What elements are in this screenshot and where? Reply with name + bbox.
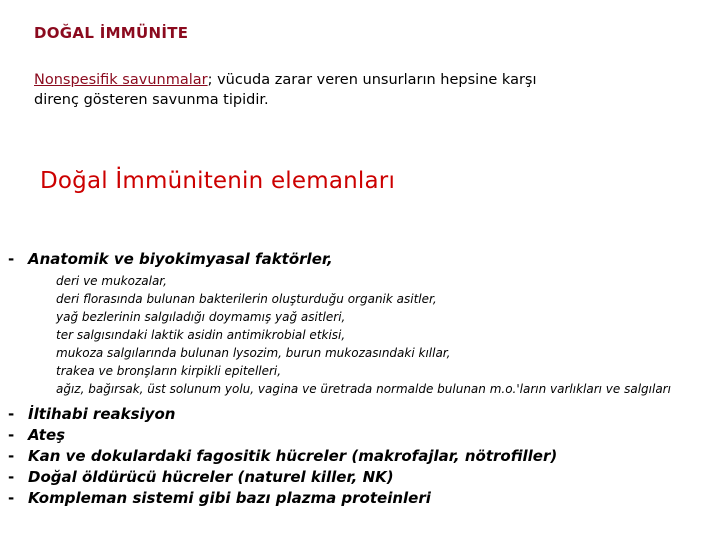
list-item-label: Ateş	[28, 426, 66, 444]
list-item	[8, 446, 557, 467]
bullet-dash: -	[8, 468, 15, 486]
factor-item: ağız, bağırsak, üst solunum yolu, vagina ve üretrada normalde bulunan m.o.'ların varlıkları ve salgıları	[56, 382, 671, 396]
definition-text-line2: direnç gösteren savunma tipidir.	[34, 92, 269, 108]
list-item-label: Kompleman sistemi gibi bazı plazma proteinleri	[28, 489, 431, 507]
factors-heading: Anatomik ve biyokimyasal faktörler,	[28, 250, 333, 268]
list-item-label: İltihabi reaksiyon	[28, 405, 176, 423]
section-subtitle: Doğal İmmünitenin elemanları	[40, 168, 396, 194]
page-title: DOĞAL İMMÜNİTE	[34, 24, 189, 42]
factor-item: deri florasında bulunan bakterilerin oluşturduğu organik asitler,	[56, 292, 437, 306]
bullet-dash: -	[8, 250, 15, 268]
factors-detail-list	[56, 272, 671, 398]
factor-item: mukoza salgılarında bulunan lysozim, burun mukozasındaki kıllar,	[56, 346, 451, 360]
bullet-dash: -	[8, 489, 15, 507]
list-item	[8, 425, 557, 446]
factor-item: deri ve mukozalar,	[56, 274, 167, 288]
list-item	[8, 404, 557, 425]
list-item-label: Doğal öldürücü hücreler (naturel killer, NK)	[28, 468, 394, 486]
definition-term: Nonspesifik savunmalar	[34, 72, 208, 88]
bullet-dash: -	[8, 405, 15, 423]
definition-paragraph	[34, 70, 674, 110]
other-elements-list	[8, 404, 557, 509]
factor-item: trakea ve bronşların kirpikli epitelleri,	[56, 364, 282, 378]
factor-item: yağ bezlerinin salgıladığı doymamış yağ asitleri,	[56, 310, 346, 324]
definition-text-line1: ; vücuda zarar veren unsurların hepsine karşı	[207, 72, 537, 88]
bullet-dash: -	[8, 426, 15, 444]
list-item-label: Kan ve dokulardaki fagositik hücreler (makrofajlar, nötrofiller)	[28, 447, 558, 465]
list-item	[8, 488, 557, 509]
bullet-dash: -	[8, 447, 15, 465]
factors-heading-item	[8, 250, 333, 268]
list-item	[8, 467, 557, 488]
factor-item: ter salgısındaki laktik asidin antimikrobial etkisi,	[56, 328, 346, 342]
